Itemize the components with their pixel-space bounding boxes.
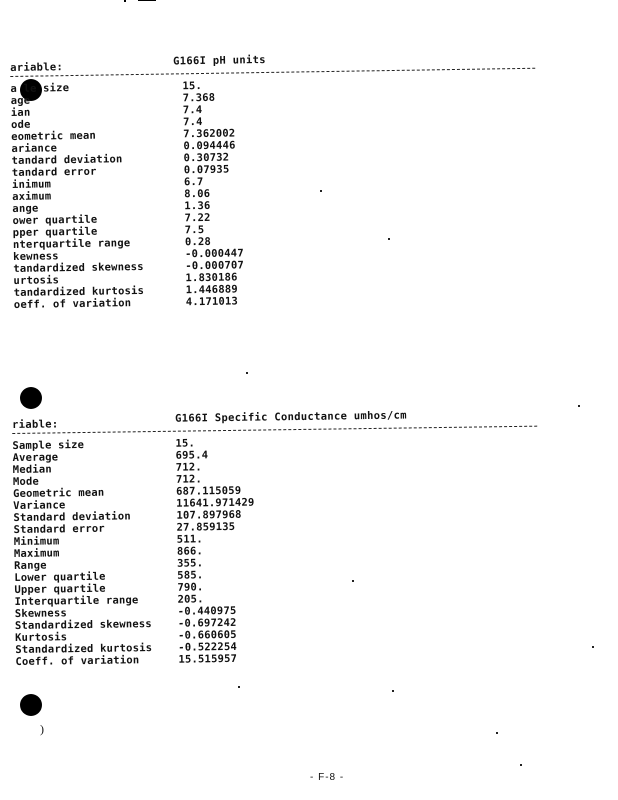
stat-label: inimum: [11, 178, 52, 191]
stat-label: a le size: [10, 82, 70, 95]
stat-value: 0.30732: [183, 151, 230, 165]
stat-label: oeff. of variation: [13, 297, 132, 311]
stats-block-conductance: [12, 407, 575, 668]
stat-value: 790.: [177, 581, 204, 594]
variable-label: riable:: [12, 418, 59, 431]
stat-label: Range: [14, 559, 47, 572]
stat-value: 712.: [175, 473, 203, 486]
scan-speck: [320, 190, 322, 192]
scan-speck: [392, 690, 394, 692]
stats-block-ph: [10, 49, 574, 311]
stat-label: tandardized skewness: [13, 260, 144, 275]
stat-label: Geometric mean: [13, 486, 105, 500]
page-number-label: F-8: [318, 772, 337, 783]
stat-label: Minimum: [13, 535, 60, 548]
scan-speck: [124, 0, 126, 2]
stat-value: -0.440975: [177, 604, 237, 618]
stat-value: 695.4: [175, 449, 209, 462]
variable-label: ariable:: [10, 61, 64, 74]
stat-value: 8.06: [184, 187, 211, 201]
variable-name: G166I Specific Conductance umhos/cm: [174, 409, 407, 425]
stat-label: tandard error: [11, 165, 97, 179]
stat-value: 15.: [182, 79, 203, 93]
stat-label: eometric mean: [11, 129, 97, 143]
stat-value: 7.5: [184, 223, 205, 237]
stat-label: Coeff. of variation: [15, 654, 140, 668]
stat-label: Standardized skewness: [14, 618, 152, 632]
stats-table: [10, 74, 574, 311]
stat-value: 1.36: [184, 199, 211, 213]
stat-label: Mode: [12, 475, 40, 488]
scan-speck: [238, 686, 240, 688]
stat-value: -0.697242: [177, 616, 237, 630]
stat-label: age: [10, 94, 31, 107]
stat-value: 7.368: [182, 91, 216, 105]
stat-value: 11641.971429: [176, 496, 255, 510]
scan-speck: [496, 732, 498, 734]
stat-label: Standard deviation: [13, 510, 131, 524]
scan-mark: [138, 0, 156, 1]
stat-value: 6.7: [183, 175, 204, 189]
stat-value: 866.: [176, 545, 204, 558]
stat-value: 107.897968: [176, 508, 242, 522]
stat-label: aximum: [12, 190, 52, 203]
variable-name: G166I pH units: [172, 53, 266, 68]
scan-speck: [592, 646, 594, 648]
stat-label: Kurtosis: [15, 631, 68, 644]
stat-label: Maximum: [13, 547, 60, 560]
punch-hole: [20, 387, 42, 409]
stat-label: nterquartile range: [12, 237, 131, 251]
stat-label: pper quartile: [12, 225, 98, 239]
stat-label: tandard deviation: [11, 153, 123, 167]
stat-value: 1.830186: [185, 271, 238, 285]
scan-speck: [246, 372, 248, 374]
stat-value: 27.859135: [176, 520, 236, 534]
stat-value: 15.: [175, 437, 196, 450]
stat-label: ode: [10, 118, 31, 131]
page-number: - F-8 -: [310, 772, 345, 783]
scan-speck: [388, 238, 390, 240]
stat-label: ian: [10, 106, 31, 119]
stat-value: 7.22: [184, 211, 211, 225]
stat-label: ange: [12, 202, 39, 215]
stat-label: Standardized kurtosis: [15, 642, 153, 656]
stat-label: Skewness: [14, 607, 68, 620]
stat-label: kewness: [13, 250, 59, 263]
stat-label: Lower quartile: [14, 570, 106, 584]
stat-label: Sample size: [12, 438, 85, 452]
stat-value: 585.: [177, 569, 204, 582]
scan-speck: [352, 580, 354, 582]
scan-speck: [578, 405, 580, 407]
stat-label: tandardized kurtosis: [13, 284, 145, 299]
scan-mark: ): [40, 722, 44, 736]
stat-label: ower quartile: [12, 213, 98, 227]
stat-value: 687.115059: [176, 484, 242, 498]
stat-label: Variance: [13, 499, 66, 512]
punch-hole: [20, 694, 42, 716]
stat-value: 355.: [177, 557, 204, 570]
stat-label: urtosis: [13, 274, 60, 287]
stat-label: Standard error: [13, 522, 105, 536]
stat-value: -0.660605: [178, 628, 237, 642]
stat-value: 1.446889: [185, 283, 238, 297]
stat-value: 0.28: [184, 235, 212, 249]
stat-value: 4.171013: [185, 295, 239, 309]
stat-label: Upper quartile: [14, 582, 106, 596]
stat-label: ariance: [11, 142, 58, 155]
stat-value: 7.362002: [183, 127, 236, 141]
stat-value: 712.: [175, 461, 202, 474]
stat-value: 0.094446: [183, 139, 236, 153]
stat-value: 7.4: [182, 103, 203, 117]
stat-value: 0.07935: [183, 163, 230, 177]
stat-value: 7.4: [182, 115, 203, 129]
stat-value: 205.: [177, 593, 204, 606]
stat-value: -0.000447: [185, 247, 244, 261]
stat-label: Average: [12, 451, 59, 464]
stat-label: Interquartile range: [14, 594, 139, 608]
stat-value: -0.522254: [178, 640, 238, 654]
stat-value: -0.000707: [185, 259, 245, 273]
scan-speck: [520, 764, 522, 766]
stat-label: Median: [12, 463, 52, 476]
stat-value: 511.: [176, 533, 203, 546]
stats-table: [12, 432, 575, 668]
stat-value: 15.515957: [178, 652, 238, 666]
